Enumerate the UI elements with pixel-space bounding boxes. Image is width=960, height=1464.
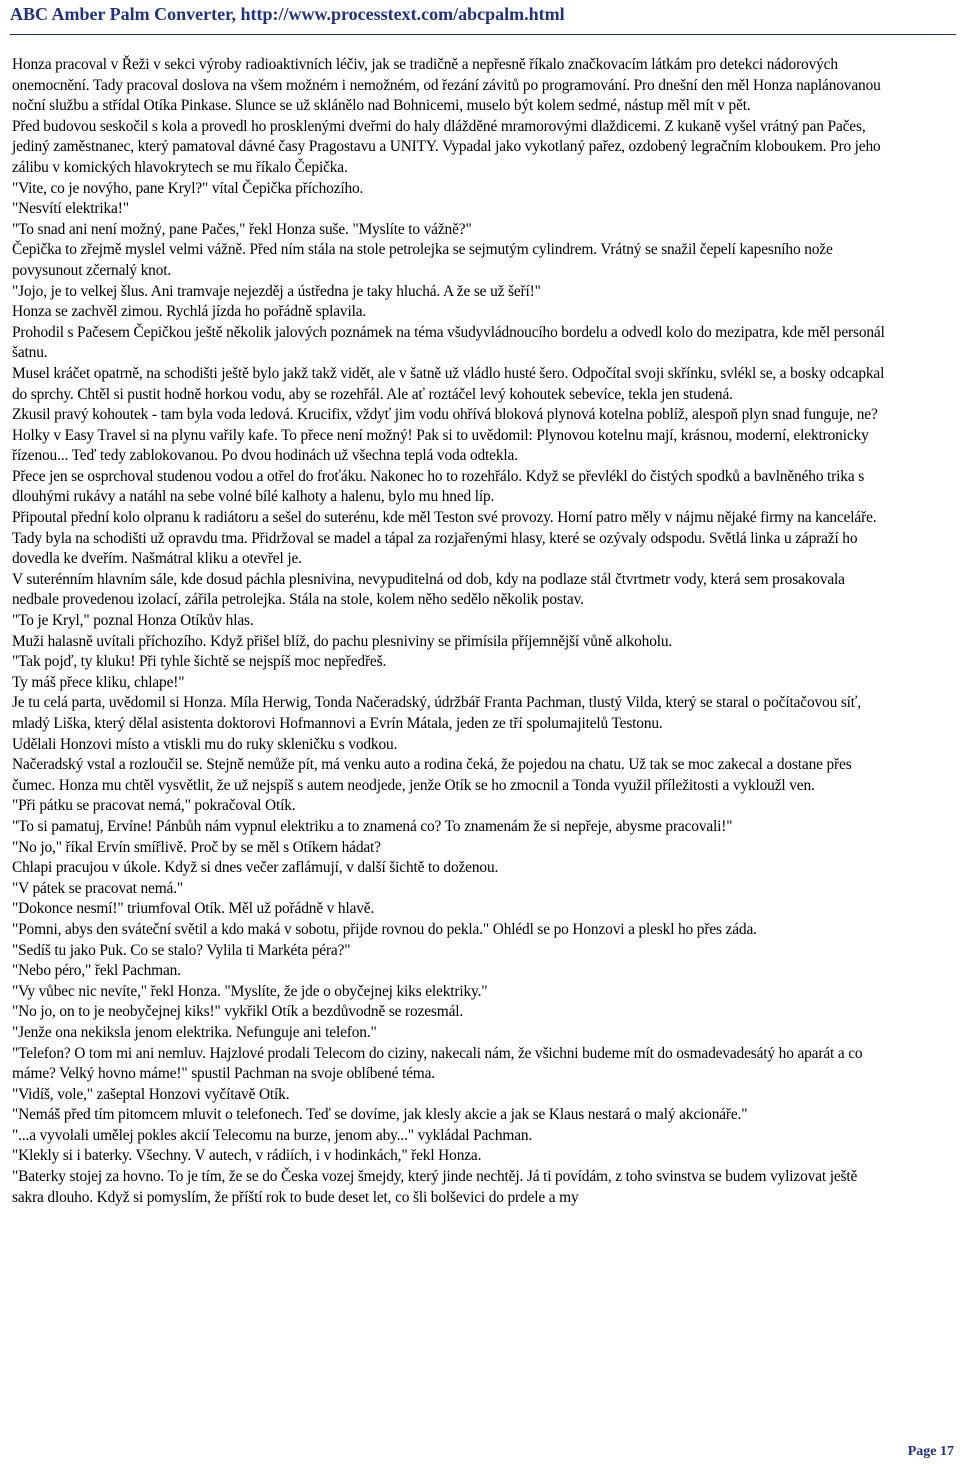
body-paragraph: "No jo, on to je neobyčejnej kiks!" vykřikl Otík a bezdůvodně se rozesmál. xyxy=(12,1003,464,1021)
body-paragraph: Připoutal přední kolo olpranu k radiátoru a sešel do suterénu, kde měl Teston své provozy. Horní patro měly v nájmu nějaké firmy na kanceláře. xyxy=(12,509,877,527)
body-paragraph: "Telefon? O tom mi ani nemluv. Hajzlové prodali Telecom do ciziny, nakecali nám, že všichni budeme mít do osmadevadesátý ho aparát a co máme? Velký hovno máme!" spustil Pachman na svoje oblíbené téma. xyxy=(12,1044,863,1083)
body-paragraph: Ty máš přece kliku, chlape!" xyxy=(12,673,185,691)
body-paragraph: "Klekly si i baterky. Všechny. V autech, v rádiích, i v hodinkách," řekl Honza. xyxy=(12,1147,482,1165)
body-paragraph: Je tu celá parta, uvědomil si Honza. Míla Herwig, Tonda Načeradský, údržbář Franta Pachman, tlustý Vilda, který se staral o počítačovou síť, mladý Liška, který dělal asistenta doktorovi Hofmannovi a Evrín Mátala, jeden ze tří spolumajitelů Testonu. xyxy=(12,694,861,732)
body-paragraph: "Tak pojď, ty kluku! Při tyhle šichtě se nejspíš moc nepředřeš. xyxy=(12,653,387,671)
body-paragraph: "Jenže ona nekiksla jenom elektrika. Nefunguje ani telefon." xyxy=(12,1023,377,1041)
body-paragraph: Před budovou seskočil s kola a provedl ho prosklenými dveřmi do haly dlážděné mramorovými dlaždicemi. Z kukaně vyšel vrátný pan Pačes, jediný zaměstnanec, který pamatoval dávné časy Pragostavu a UNITY. Vypadal jako vykotlaný pařez, ozdobený legračním kloboukem. Pro jeho zálibu v komických hlavokrytech se mu říkalo Čepička. xyxy=(12,117,881,176)
body-paragraph: "Dokonce nesmí!" triumfoval Otík. Měl už pořádně v hlavě. xyxy=(12,900,375,918)
body-paragraph: Muži halasně uvítali příchozího. Když přišel blíž, do pachu plesniviny se přimísila příjemnější vůně alkoholu. xyxy=(12,632,673,650)
body-paragraph: V suterénním hlavním sále, kde dosud páchla plesnivina, nevypuditelná od dob, kdy na podlaze stál čtvrtmetr vody, která sem prosakovala nedbale provedenou izolací, zářila petrolejka. Stála na stole, kolem něho sedělo několik postav. xyxy=(12,570,845,609)
body-paragraph: "Nemáš před tím pitomcem mluvit o telefonech. Teď se dovíme, jak klesly akcie a jak se Klaus nestará o malý akcionáře." xyxy=(12,1106,748,1124)
body-paragraph: "To je Kryl," poznal Honza Otíkův hlas. xyxy=(12,612,254,630)
body-paragraph: "Nebo péro," řekl Pachman. xyxy=(12,962,181,980)
body-paragraph: "No jo," říkal Ervín smířlivě. Proč by se měl s Otíkem hádat? xyxy=(12,838,381,856)
body-paragraph: "Sedíš tu jako Puk. Co se stalo? Vylila ti Markéta péra?" xyxy=(12,941,351,959)
body-paragraph: "To si pamatuj, Ervíne! Pánbůh nám vypnul elektriku a to znamená co? To znamenám že si nepřeje, abysme pracovali!" xyxy=(12,817,733,835)
body-paragraph: Honza se zachvěl zimou. Rychlá jízda ho pořádně splavila. xyxy=(12,303,367,321)
page-number: Page 17 xyxy=(907,1444,954,1459)
body-paragraph: "Nesvítí elektrika!" xyxy=(12,200,129,218)
body-paragraph: "To snad ani není možný, pane Pačes," řekl Honza suše. "Myslíte to vážně?" xyxy=(12,220,472,238)
body-paragraph: "Při pátku se pracovat nemá," pokračoval Otík. xyxy=(12,797,296,815)
document-body xyxy=(12,55,892,1208)
body-paragraph: "Jojo, je to velkej šlus. Ani tramvaje nejezděj a ústředna je taky hluchá. A že se už šeří!" xyxy=(12,282,541,300)
body-paragraph: "V pátek se pracovat nemá." xyxy=(12,879,184,897)
body-paragraph: "Baterky stojej za hovno. To je tím, že se do Česka vozej šmejdy, který jinde nechtěj. Já ti povídám, z toho svinstva se budem vylizovat ještě sakra dlouho. Když si pomyslím, že příští rok to bude deset let, co šli bolševici do prdele a my xyxy=(12,1168,858,1206)
body-paragraph: Udělali Honzovi místo a vtiskli mu do ruky skleničku s vodkou. xyxy=(12,735,398,753)
body-paragraph: "Vy vůbec nic nevíte," řekl Honza. "Myslíte, že jde o obyčejnej kiks elektriky." xyxy=(12,982,488,1000)
body-paragraph: Zkusil pravý kohoutek - tam byla voda ledová. Krucifix, vždyť jim vodu ohřívá bloková plynová kotelna poblíž, alespoň plyn snad funguje, ne? xyxy=(12,406,878,424)
body-paragraph: Načeradský vstal a rozloučil se. Stejně nemůže pít, má venku auto a rodina čeká, že pojedou na chatu. Už tak se moc zakecal a dostane přes čumec. Honza mu chtěl vysvětlit, že už nejspíš s autem neodjede, jenže Otík se ho zmocnil a Tonda využil příležitosti a vykloužl ven. xyxy=(12,756,852,794)
header-divider xyxy=(10,34,956,35)
body-paragraph: "Vidíš, vole," zašeptal Honzovi vyčítavě Otík. xyxy=(12,1085,290,1103)
body-paragraph: Chlapi pracujou v úkole. Když si dnes večer zaflámují, v další šichtě to doženou. xyxy=(12,859,499,877)
body-paragraph: Tady byla na schodišti už opravdu tma. Přidržoval se madel a tápal za rozjařenými hlasy, které se ozývaly odspodu. Světlá linka u zápraží ho dovedla ke dveřím. Našmátral kliku a otevřel je. xyxy=(12,529,858,568)
page-header-title: ABC Amber Palm Converter, http://www.processtext.com/abcpalm.html xyxy=(10,4,565,24)
body-paragraph: "Vite, co je novýho, pane Kryl?" vítal Čepička příchozího. xyxy=(12,179,364,197)
body-paragraph: Musel kráčet opatrně, na schodišti ještě bylo jakž takž vidět, ale v šatně už vládlo husté šero. Odpočítal svoji skřínku, svlékl se, a bosky odcapkal do sprchy. Chtěl si pustit hodně horkou vodu, aby se rozehřál. Ale ať roztáčel levý kohoutek sebevíce, tekla jen studená. xyxy=(12,364,885,403)
body-paragraph: Holky v Easy Travel si na plynu vařily kafe. To přece není možný! Pak si to uvědomil: Plynovou kotelnu mají, krásnou, moderní, elektronicky řízenou... Teď tedy zablokovanou. Po dvou hodinách už všechna teplá voda odtekla. xyxy=(12,426,869,465)
body-paragraph: Přece jen se osprchoval studenou vodou a otřel do froťáku. Nakonec ho to rozehřálo. Když se převlékl do čistých spodků a bavlněného trika s dlouhými rukávy a natáhl na sebe volné bílé kalhoty a halenu, bylo mu hned líp. xyxy=(12,467,865,506)
body-paragraph: "Pomni, abys den sváteční světil a kdo maká v sobotu, přijde rovnou do pekla." Ohlédl se po Honzovi a pleskl ho přes záda. xyxy=(12,920,757,938)
body-paragraph: Čepička to zřejmě myslel velmi vážně. Před ním stála na stole petrolejka se sejmutým cylindrem. Vrátný se snažil čepelí kapesního nože povysunout zčernalý knot. xyxy=(12,241,833,279)
body-paragraph: Honza pracoval v Řeži v sekci výroby radioaktivních léčiv, jak se tradičně a nepřesně říkalo značkovacím látkám pro detekci nádorových onemocnění. Tady pracoval doslova na všem možném i nemožném, od řezání závitů po programování. Pro dnešní den měl Honza naplánovanou noční službu a střídal Otíka Pinkase. Slunce se už sklánělo nad Bohnicemi, muselo být kolem sedmé, nástup měl mít v pět. xyxy=(12,56,881,115)
body-paragraph: "...a vyvolali umělej pokles akcií Telecomu na burze, jenom aby..." vykládal Pachman. xyxy=(12,1126,533,1144)
body-paragraph: Prohodil s Pačesem Čepičkou ještě několik jalových poznámek na téma všudyvládnoucího bordelu a odvedl kolo do mezipatra, kde měl personál šatnu. xyxy=(12,323,885,362)
